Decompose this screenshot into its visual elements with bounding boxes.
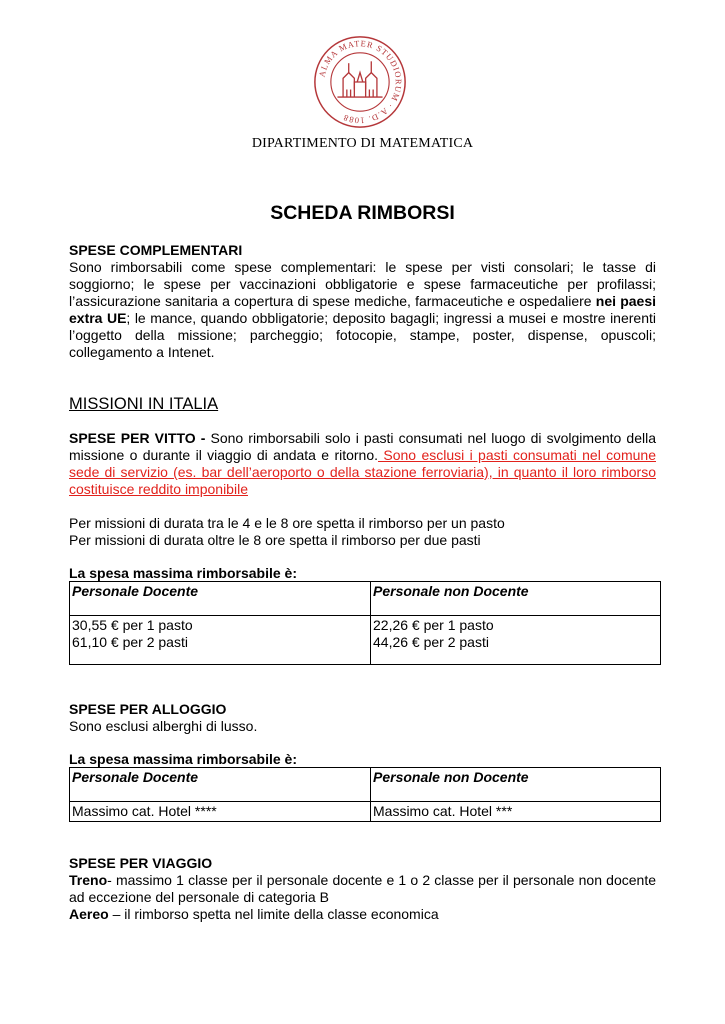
red-note: Sono esclusi i pasti consumati nel comune sede di servizio (es. bar dell’aeroporto o della stazione ferroviaria), in quanto il loro rimborso costituisce reddito imponibile [69, 447, 656, 497]
seal-text: ALMA MATER STUDIORUM · A.D. 1088 [316, 38, 404, 126]
vitto-paragraph [69, 430, 656, 498]
table-row [70, 582, 661, 616]
aereo-label: Aereo [69, 906, 109, 922]
vitto-table-wrapper [69, 581, 661, 665]
section-heading: SPESE PER VIAGGIO [69, 855, 213, 871]
text: – il rimborso spetta nel limite della classe economica [108, 906, 439, 922]
duration-line: Per missioni di durata oltre le 8 ore spetta il rimborso per due pasti [69, 532, 481, 548]
table-row [70, 802, 661, 822]
table-cell: Massimo cat. Hotel **** [70, 802, 371, 822]
table-cell [70, 616, 371, 665]
table-header-cell: Personale Docente [70, 582, 371, 616]
vitto-table [69, 581, 661, 665]
rate-line: 22,26 € per 1 pasto [373, 617, 494, 633]
table-header-cell: Personale non Docente [371, 582, 661, 616]
table-row [70, 616, 661, 665]
treno-paragraph [69, 872, 656, 906]
text: Sono rimborsabili solo i pasti consumati nel luogo di svolgimento della missione o durante il viaggio di andata e ritorno. [69, 430, 656, 463]
page-title: SCHEDA RIMBORSI [270, 202, 455, 224]
vitto-table-caption: La spesa massima rimborsabile è: [69, 565, 297, 581]
text: ; le mance, quando obbligatorie; deposito bagagli; ingressi a musei e mostre inerenti l’oggetto della missione; parcheggio; fotocopie, stampe, poster, dispense, opuscoli; collegamento a Intenet. [69, 310, 656, 360]
department-name: DIPARTIMENTO DI MATEMATICA [251, 136, 474, 151]
paragraph [69, 259, 656, 361]
aereo-paragraph [69, 906, 656, 923]
text: - massimo 1 classe per il personale docente e 1 o 2 classe per il personale non docente ad eccezione del personale di categoria B [69, 872, 656, 905]
section-spese-complementari [69, 242, 656, 361]
table-cell: Massimo cat. Hotel *** [371, 802, 661, 822]
treno-label: Treno [69, 872, 108, 888]
section-alloggio [69, 701, 656, 735]
rate-line: 44,26 € per 2 pasti [373, 634, 489, 650]
section-heading: SPESE COMPLEMENTARI [69, 242, 243, 258]
vitto-label: SPESE PER VITTO - [69, 430, 206, 446]
table-header-cell: Personale non Docente [371, 768, 661, 802]
bold-text: nei paesi extra UE [69, 293, 657, 326]
alloggio-table-wrapper [69, 767, 661, 822]
text: Sono rimborsabili come spese complementari: le spese per visti consolari; le tasse di soggiorno; le spese per vaccinazioni obbligatorie e spese farmaceutiche per profilassi; l’assicurazione sanitaria a copertura di spese mediche, farmaceutiche e ospedaliere [69, 259, 656, 309]
duration-notes [69, 515, 656, 549]
rate-line: 61,10 € per 2 pasti [72, 634, 188, 650]
table-cell [371, 616, 661, 665]
paragraph: Sono esclusi alberghi di lusso. [69, 718, 258, 734]
alloggio-table-caption: La spesa massima rimborsabile è: [69, 751, 297, 767]
duration-line: Per missioni di durata tra le 4 e le 8 ore spetta il rimborso per un pasto [69, 515, 505, 531]
university-seal-logo [313, 35, 407, 129]
table-row [70, 768, 661, 802]
section-heading: SPESE PER ALLOGGIO [69, 701, 227, 717]
alloggio-table [69, 767, 661, 822]
table-header-cell: Personale Docente [70, 768, 371, 802]
rate-line: 30,55 € per 1 pasto [72, 617, 193, 633]
section-missioni-italia-heading: MISSIONI IN ITALIA [69, 395, 219, 413]
section-viaggio [69, 855, 656, 923]
